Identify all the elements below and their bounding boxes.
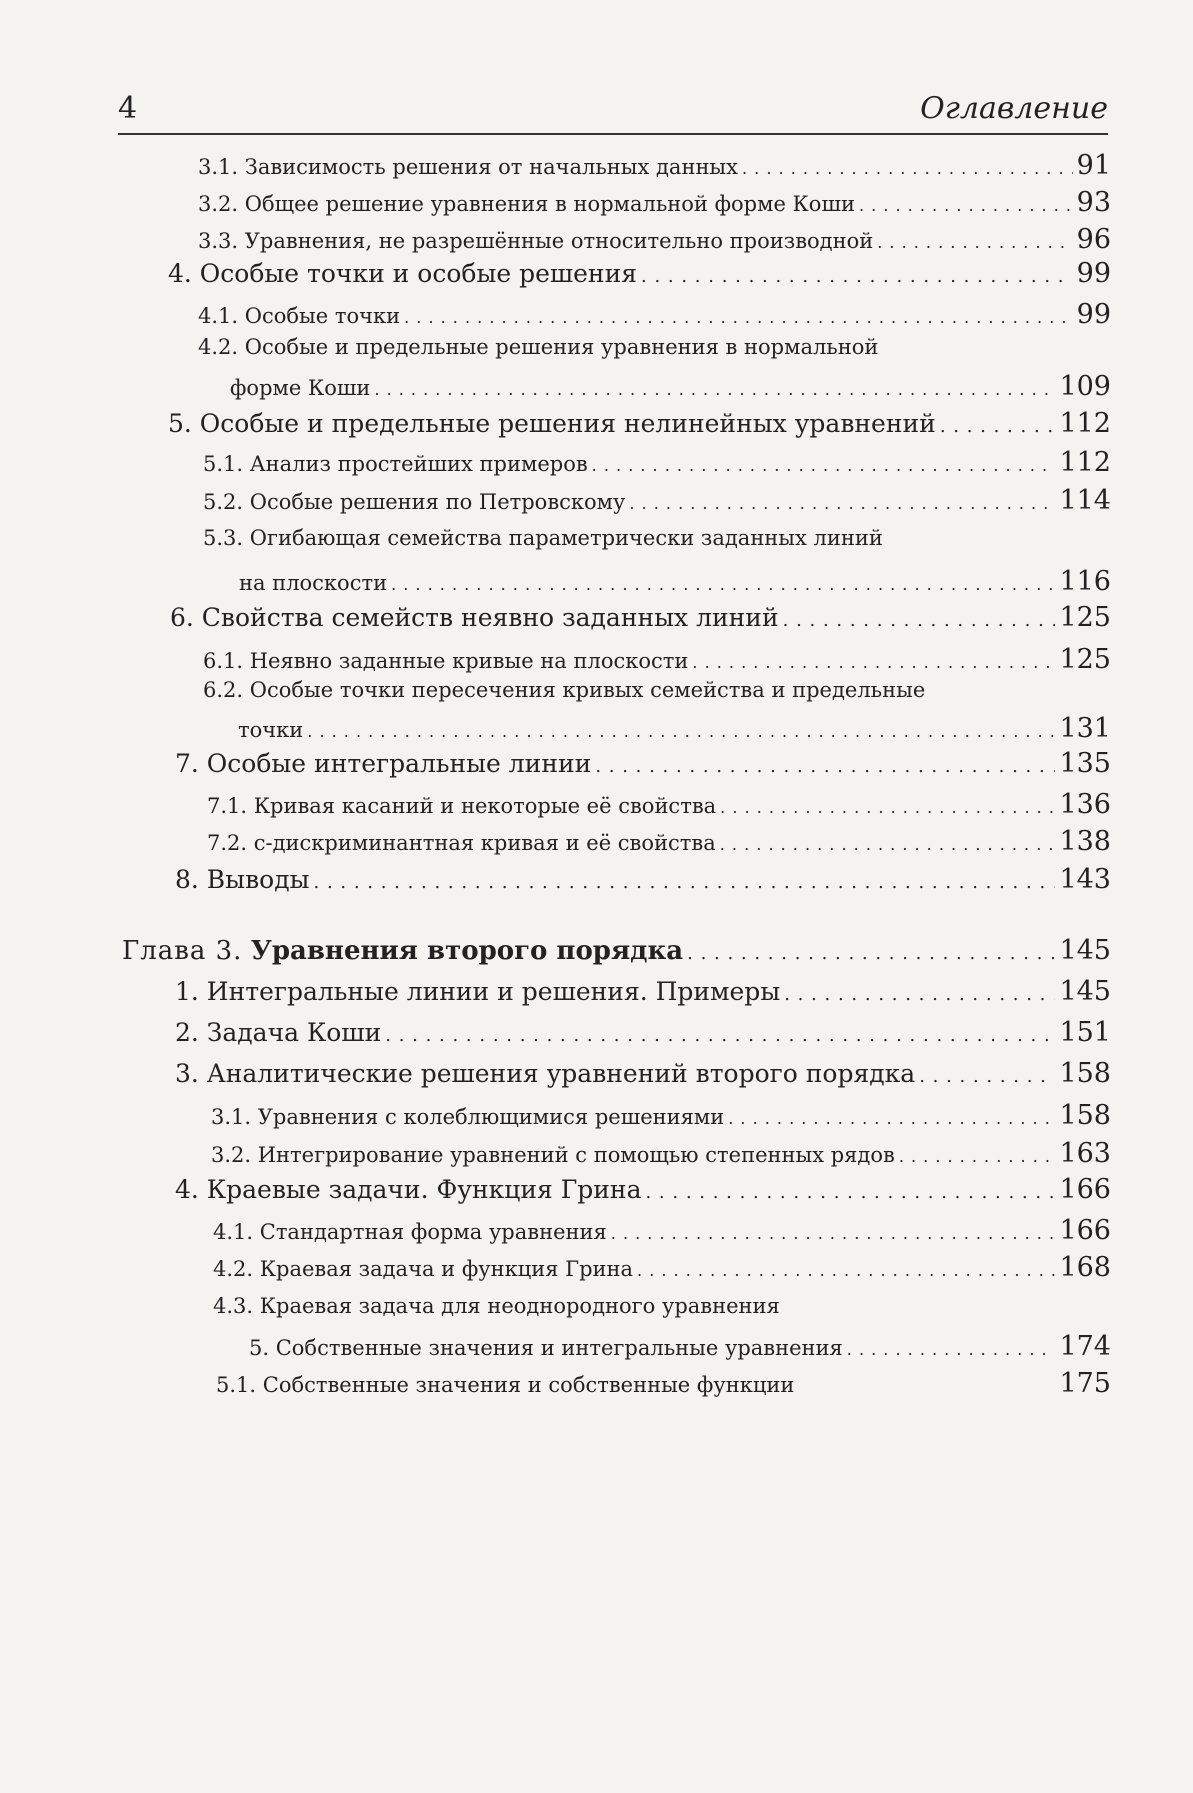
toc-leader (720, 831, 1056, 855)
toc-leader (314, 865, 1056, 894)
toc-leader (940, 409, 1056, 438)
toc-entry[interactable] (203, 485, 1111, 516)
toc-entry-title: 5. Собственные значения и интегральные уравнения (249, 1336, 843, 1360)
toc-entry-title: 4. Особые точки и особые решения (168, 259, 638, 288)
toc-entry-title: 7. Особые интегральные линии (175, 749, 592, 778)
toc-leader (692, 649, 1055, 673)
toc-leader (404, 304, 1073, 328)
toc-entry[interactable] (213, 1252, 1111, 1283)
toc-leader (307, 718, 1055, 742)
toc-entry-page: 145 (1059, 976, 1111, 1007)
toc-entry-title: 5. Особые и предельные решения нелинейных уравнений (168, 409, 936, 438)
toc-entry-title: 5.1. Анализ простейших примеров (203, 452, 588, 476)
toc-leader (720, 794, 1055, 818)
toc-entry-title: 7.2. c-дискриминантная кривая и её свойства (207, 831, 716, 855)
toc-entry-page: 158 (1059, 1058, 1111, 1089)
toc-leader (899, 1143, 1056, 1167)
toc-entry-page: 93 (1076, 187, 1111, 218)
toc-leader (595, 749, 1055, 778)
toc-entry-title: 4.1. Особые точки (198, 304, 401, 328)
toc-entry-first-line: 5.3. Огибающая семейства параметрически заданных линий (203, 526, 883, 550)
toc-leader (728, 1105, 1055, 1129)
toc-entry-first-line: 4.2. Особые и предельные решения уравнения в нормальной (198, 335, 879, 359)
toc-entry-page: 175 (1059, 1368, 1111, 1399)
toc-entry-title: 5.1. Собственные значения и собственные функции (216, 1373, 795, 1397)
toc-section[interactable] (175, 976, 1111, 1007)
toc-entry[interactable] (213, 1215, 1111, 1246)
header-rule (118, 133, 1108, 135)
toc-entry-page: 143 (1059, 864, 1111, 895)
toc-entry-page: 109 (1059, 371, 1111, 402)
toc-leader (611, 1220, 1056, 1244)
toc-entry-title: на плоскости (239, 571, 388, 595)
page-number: 4 (118, 91, 138, 126)
toc-entry[interactable] (207, 826, 1111, 857)
toc-entry-title: 8. Выводы (175, 865, 310, 894)
toc-entry-page: 99 (1076, 299, 1111, 330)
toc-entry-page: 99 (1076, 258, 1111, 289)
toc-leader (637, 1257, 1055, 1281)
toc-entry-title: 3. Аналитические решения уравнений второго порядка (175, 1059, 916, 1088)
toc-entry-page: 166 (1059, 1174, 1111, 1205)
toc-entry-page: 145 (1059, 935, 1111, 966)
toc-leader (919, 1059, 1055, 1088)
toc-leader (687, 936, 1055, 966)
toc-entry-title: форме Коши (230, 376, 371, 400)
toc-entry-first-line: 6.2. Особые точки пересечения кривых семейства и предельные (203, 678, 926, 702)
toc-leader (391, 571, 1055, 595)
toc-entry[interactable] (203, 644, 1111, 675)
toc-entry-title: 1. Интегральные линии и решения. Примеры (175, 977, 781, 1006)
toc-entry[interactable] (203, 447, 1111, 478)
toc-entry[interactable] (207, 789, 1111, 820)
toc-entry[interactable] (198, 150, 1111, 181)
toc-entry[interactable] (249, 1331, 1111, 1362)
toc-section[interactable] (175, 1017, 1111, 1048)
toc-section[interactable] (168, 408, 1111, 439)
toc-entry-page: 125 (1059, 644, 1111, 675)
toc-entry-page: 116 (1059, 566, 1111, 597)
toc-entry-title: 3.2. Общее решение уравнения в нормальной форме Коши (198, 192, 855, 216)
toc-entry-title: точки (238, 718, 304, 742)
toc-entry-title: 4. Краевые задачи. Функция Грина (175, 1175, 642, 1204)
toc-entry[interactable] (198, 299, 1111, 330)
toc-entry-title: 3.1. Зависимость решения от начальных данных (198, 155, 738, 179)
toc-entry-title: 4.1. Стандартная форма уравнения (213, 1220, 607, 1244)
toc-entry-page: 112 (1059, 447, 1111, 478)
toc-entry-page: 131 (1059, 713, 1111, 744)
toc-section[interactable] (175, 1174, 1111, 1205)
toc-entry-page: 91 (1076, 150, 1111, 181)
toc-entry-title: 6. Свойства семейств неявно заданных линий (170, 603, 779, 632)
toc-entry[interactable] (216, 1368, 1111, 1399)
toc-section[interactable] (175, 1058, 1111, 1089)
toc-entry-title: 5.2. Особые решения по Петровскому (203, 490, 626, 514)
toc-leader (385, 1018, 1055, 1047)
toc-leader (847, 1336, 1056, 1360)
running-title: Оглавление (920, 91, 1108, 126)
toc-leader (742, 155, 1073, 179)
toc-entry[interactable] (238, 713, 1111, 744)
toc-entry-page: 135 (1059, 748, 1111, 779)
toc-leader (783, 603, 1056, 632)
toc-entry[interactable] (239, 566, 1111, 597)
toc-leader (374, 376, 1055, 400)
toc-leader (859, 192, 1073, 216)
page-header (118, 82, 1108, 126)
toc-section[interactable] (170, 602, 1111, 633)
toc-leader (877, 229, 1072, 253)
toc-entry-page: 166 (1059, 1215, 1111, 1246)
toc-entry-page: 112 (1059, 408, 1111, 439)
toc-entry-title: 7.1. Кривая касаний и некоторые её свойства (207, 794, 717, 818)
toc-chapter-title: Уравнения второго порядка (250, 936, 684, 966)
toc-leader (629, 490, 1055, 514)
toc-entry-page: 138 (1059, 826, 1111, 857)
toc-entry-first-line: 4.3. Краевая задача для неоднородного уравнения (213, 1294, 780, 1318)
toc-entry-title: 3.1. Уравнения с колеблющимися решениями (211, 1105, 725, 1129)
toc-chapter-title-wrap (122, 936, 683, 966)
toc-entry-page: 151 (1059, 1017, 1111, 1048)
toc-entry-page: 158 (1059, 1100, 1111, 1131)
toc-entry-title: 3.2. Интегрирование уравнений с помощью степенных рядов (211, 1143, 895, 1167)
toc-entry-page: 136 (1059, 789, 1111, 820)
toc-leader (784, 977, 1055, 1006)
toc-leader (645, 1175, 1055, 1204)
toc-entry-title: 3.3. Уравнения, не разрешённые относительно производной (198, 229, 874, 253)
toc-entry[interactable] (198, 224, 1111, 255)
toc-entry-page: 96 (1076, 224, 1111, 255)
toc-section[interactable] (175, 864, 1111, 895)
toc-chapter[interactable] (122, 935, 1111, 966)
toc-section[interactable] (175, 748, 1111, 779)
toc-leader (641, 259, 1073, 288)
toc-entry[interactable] (211, 1138, 1111, 1169)
toc-entry[interactable] (230, 371, 1111, 402)
toc-entry-page: 174 (1059, 1331, 1111, 1362)
toc-entry-title: 4.2. Краевая задача и функция Грина (213, 1257, 634, 1281)
toc-entry[interactable] (211, 1100, 1111, 1131)
toc-entry-page: 114 (1059, 485, 1111, 516)
toc-entry-page: 168 (1059, 1252, 1111, 1283)
toc-section[interactable] (168, 258, 1111, 289)
toc-entry-page: 125 (1059, 602, 1111, 633)
toc-entry-page: 163 (1059, 1138, 1111, 1169)
toc-leader (592, 452, 1056, 476)
toc-chapter-label: Глава 3. (122, 936, 243, 966)
toc-entry-title: 6.1. Неявно заданные кривые на плоскости (203, 649, 689, 673)
toc-entry[interactable] (198, 187, 1111, 218)
toc-entry-title: 2. Задача Коши (175, 1018, 382, 1047)
